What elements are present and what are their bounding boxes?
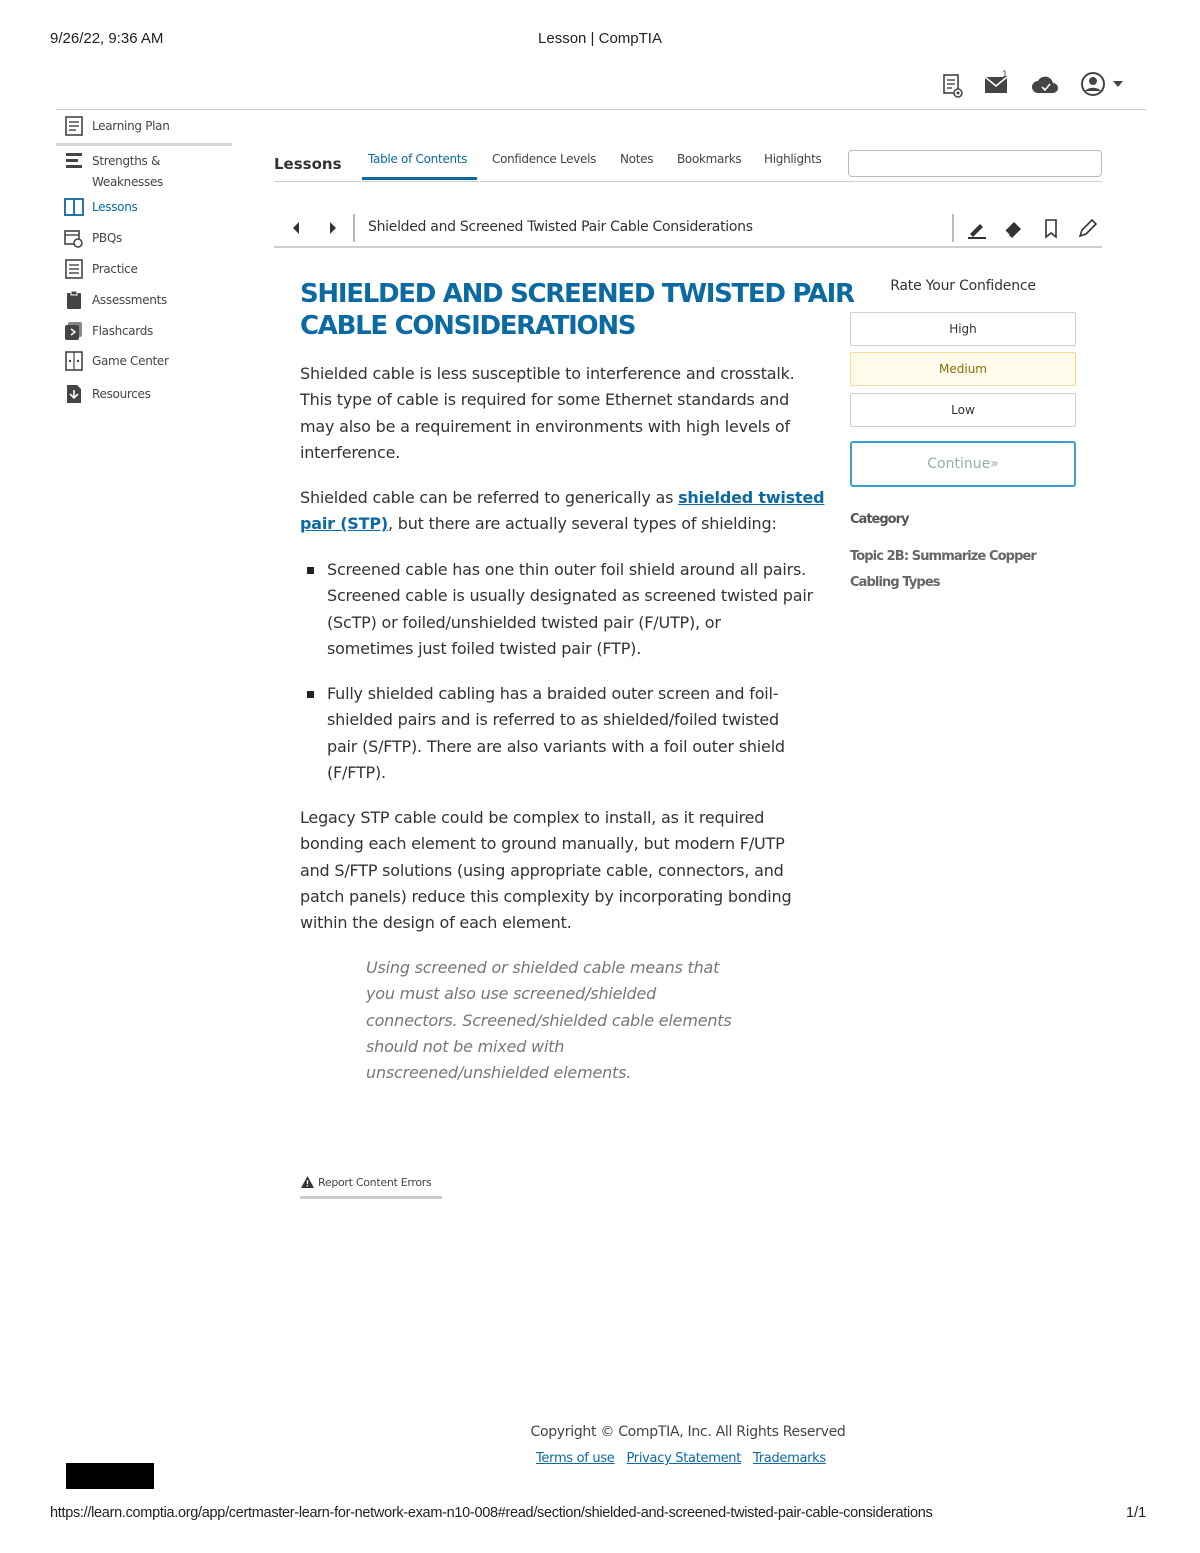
- game-icon: [64, 351, 84, 371]
- bullet-marker: [307, 691, 314, 698]
- prev-lesson-icon[interactable]: [286, 219, 306, 237]
- copyright-text: Copyright © CompTIA, Inc. All Rights Reserved: [530, 1424, 846, 1440]
- article-title: SHIELDED AND SCREENED TWISTED PAIR CABLE CONSIDERATIONS: [300, 279, 854, 341]
- book-icon: [64, 197, 84, 217]
- sidebar-item-label: Lessons: [92, 200, 138, 214]
- category-topic-link[interactable]: Topic 2B: Summarize Copper Cabling Types: [850, 549, 1036, 590]
- report-underline: [300, 1196, 442, 1199]
- print-title: Lesson | CompTIA: [538, 30, 662, 47]
- report-content-errors-link[interactable]: Report Content Errors: [300, 1175, 431, 1189]
- print-url: https://learn.comptia.org/app/certmaster-learn-for-network-exam-n10-008#read/section/shielded-and-screened-twisted-pair-cable-considerations: [50, 1505, 933, 1521]
- tab-table-of-contents[interactable]: Table of Contents: [368, 152, 468, 166]
- sidebar-item-strengths[interactable]: [64, 151, 163, 193]
- lesson-nav-title: Shielded and Screened Twisted Pair Cable Considerations: [368, 219, 753, 235]
- strengths-icon: [64, 151, 84, 171]
- article-paragraph-3: Legacy STP cable could be complex to install, as it required bonding each element to ground manually, but modern F/UTP and S/FTP solutions (using appropriate cable, connectors, and patch panels) reduce this complexity by incorporating bonding within the design of each element.: [300, 808, 792, 933]
- confidence-heading: Rate Your Confidence: [890, 278, 1036, 294]
- pencil-icon[interactable]: [1074, 216, 1100, 242]
- next-lesson-icon[interactable]: [323, 219, 343, 237]
- active-tab-underline: [362, 177, 477, 180]
- sidebar-item-label: Assessments: [92, 293, 167, 307]
- top-divider: [56, 109, 1146, 110]
- print-page-number: 1/1: [1126, 1505, 1147, 1521]
- sidebar-item-game-center[interactable]: [64, 351, 169, 371]
- sidebar-item-label: Strengths &: [92, 154, 161, 168]
- privacy-statement-link[interactable]: Privacy Statement: [626, 1451, 742, 1466]
- category-label: Category: [850, 512, 909, 527]
- sidebar-item-label: Resources: [92, 387, 151, 401]
- sidebar-item-label: Practice: [92, 262, 138, 276]
- search-input[interactable]: [848, 150, 1102, 177]
- continue-button[interactable]: Continue»: [850, 441, 1076, 487]
- sidebar-item-flashcards[interactable]: [64, 321, 153, 341]
- user-account-icon[interactable]: [1078, 69, 1128, 99]
- lesson-nav-divider: [274, 246, 1102, 248]
- lessons-heading: Lessons: [274, 155, 342, 173]
- learning-plan-icon: [64, 116, 84, 136]
- highlighter-icon[interactable]: [964, 216, 990, 242]
- terms-of-use-link[interactable]: Terms of use: [536, 1451, 615, 1466]
- sidebar-item-label: Learning Plan: [92, 119, 170, 133]
- practice-icon: [64, 259, 84, 279]
- nav-separator: [353, 214, 355, 242]
- eraser-icon[interactable]: [1000, 216, 1026, 242]
- confidence-high-button[interactable]: High: [850, 312, 1076, 346]
- warning-icon: [300, 1175, 315, 1189]
- stp-glossary-link-2[interactable]: pair (STP): [300, 514, 388, 534]
- tab-highlights[interactable]: Highlights: [764, 152, 822, 166]
- bullet-item-2: Fully shielded cabling has a braided outer screen and foil- shielded pairs and is referred to as shielded/foiled twisted pair (S/FTP). There are also variants with a foil outer shield (F/FTP).: [327, 684, 785, 782]
- confidence-low-button[interactable]: Low: [850, 393, 1076, 427]
- confidence-medium-button[interactable]: Medium: [850, 352, 1076, 386]
- sidebar-item-resources[interactable]: [64, 384, 151, 404]
- bullet-marker: [307, 567, 314, 574]
- tabs-divider: [274, 181, 1102, 182]
- cloud-icon[interactable]: [1030, 72, 1060, 98]
- article-paragraph-1: Shielded cable is less susceptible to interference and crosstalk. This type of cable is required for some Ethernet standards and may also be a requirement in environments with high levels of interference.: [300, 364, 795, 462]
- bullet-item-1: Screened cable has one thin outer foil shield around all pairs. Screened cable is usually designated as screened twisted pair (ScTP) or foiled/unshielded twisted pair (F/UTP), or sometimes just foiled twisted pair (FTP).: [327, 560, 813, 658]
- bookmark-icon[interactable]: [1040, 216, 1062, 242]
- footer-links: [536, 1451, 826, 1466]
- clipboard-icon: [64, 290, 84, 310]
- flashcards-icon: [64, 321, 84, 341]
- sidebar-item-label-2: Weaknesses: [92, 175, 163, 189]
- download-icon: [64, 384, 84, 404]
- mail-badge: 1: [1002, 70, 1008, 80]
- stp-glossary-link[interactable]: shielded twisted: [678, 488, 825, 507]
- tools-separator: [952, 214, 954, 242]
- sidebar-item-practice[interactable]: [64, 259, 138, 279]
- sidebar-divider: [56, 143, 232, 146]
- pbq-icon: [64, 228, 84, 248]
- article-note: Using screened or shielded cable means that you must also use screened/shielded connectors. Screened/shielded cable elements should not be mixed with unscreened/unshielded elements.: [366, 958, 732, 1083]
- sidebar-item-pbqs[interactable]: [64, 228, 122, 248]
- tab-confidence-levels[interactable]: Confidence Levels: [492, 152, 597, 166]
- trademarks-link[interactable]: Trademarks: [753, 1451, 826, 1466]
- redacted-block: [66, 1463, 154, 1489]
- print-datetime: 9/26/22, 9:36 AM: [50, 30, 164, 47]
- notes-doc-icon[interactable]: [940, 72, 966, 100]
- sidebar-item-label: Game Center: [92, 354, 169, 368]
- sidebar-item-lessons[interactable]: [64, 197, 137, 217]
- tab-bookmarks[interactable]: Bookmarks: [677, 152, 742, 166]
- sidebar-item-learning-plan[interactable]: [64, 116, 170, 136]
- sidebar-item-assessments[interactable]: [64, 290, 167, 310]
- tab-notes[interactable]: Notes: [620, 152, 654, 166]
- sidebar-item-label: Flashcards: [92, 324, 153, 338]
- article-paragraph-2: Shielded cable can be referred to generically as shielded twisted pair (STP), but there are actually several types of shielding:: [300, 488, 825, 534]
- sidebar-item-label: PBQs: [92, 231, 122, 245]
